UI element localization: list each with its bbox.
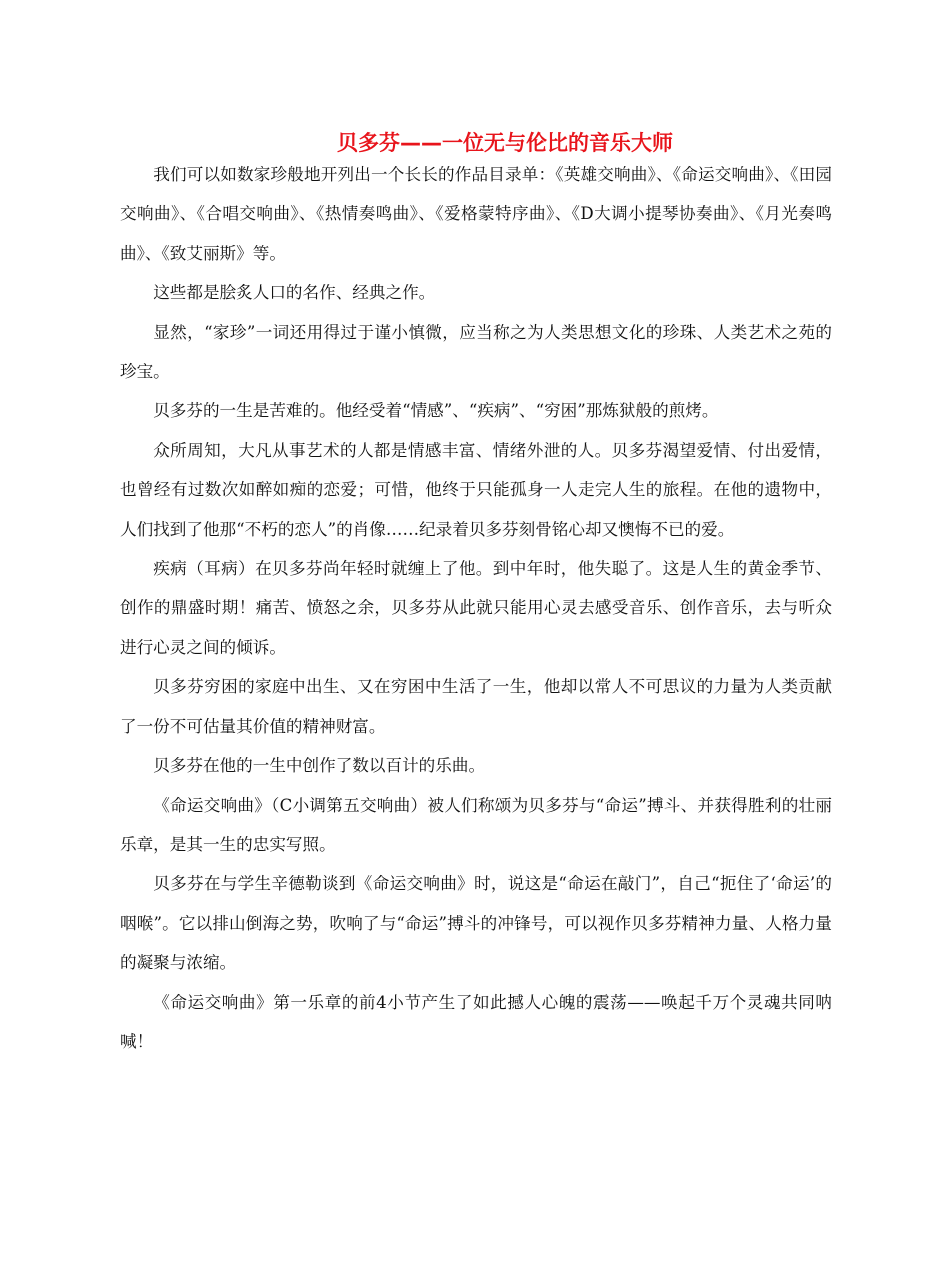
paragraph-love: 众所周知，大凡从事艺术的人都是情感丰富、情绪外泄的人。贝多芬渴望爱情、付出爱情，也曾经有过数次如醉如痴的恋爱；可惜，他终于只能孤身一人走完人生的旅程。在他的遗物中，人们找到了他那“不朽的恋人”的肖像……纪录着贝多芬刻骨铭心却又懊悔不已的爱。: [120, 440, 832, 539]
paragraph-treasure: 显然，“家珍”一词还用得过于谨小慎微，应当称之为人类思想文化的珍珠、人类艺术之苑的珍宝。: [120, 322, 832, 382]
paragraph-poverty: 贝多芬穷困的家庭中出生、又在穷困中生活了一生，他却以常人不可思议的力量为人类贡献了一份不可估量其价值的精神财富。: [120, 677, 832, 736]
document-body: [120, 155, 832, 1061]
paragraph-fate-knocking: 贝多芬在与学生辛德勒谈到《命运交响曲》时，说这是“命运在敲门”，自己“扼住了‘命运’的咽喉”。它以排山倒海之势，吹响了与“命运”搏斗的冲锋号，可以视作贝多芬精神力量、人格力量的凝聚与浓缩。: [120, 874, 832, 973]
paragraph-masterpieces: 这些都是脍炙人口的名作、经典之作。: [153, 283, 436, 303]
document-title: 贝多芬——一位无与伦比的音乐大师: [337, 131, 673, 155]
paragraph-fate-symphony: 《命运交响曲》（C小调第五交响曲）被人们称颂为贝多芬与“命运”搏斗、并获得胜利的壮丽乐章，是其一生的忠实写照。: [120, 795, 832, 854]
paragraph-hardship: 贝多芬的一生是苦难的。他经受着“情感”、“疾病”、“穷困”那炼狱般的煎烤。: [153, 401, 719, 421]
paragraph-compositions: 贝多芬在他的一生中创作了数以百计的乐曲。: [153, 756, 486, 776]
paragraph-first-movement: 《命运交响曲》第一乐章的前4小节产生了如此撼人心魄的震荡——唤起千万个灵魂共同呐喊！: [120, 992, 832, 1051]
paragraph-illness: 疾病（耳病）在贝多芬尚年轻时就缠上了他。到中年时，他失聪了。这是人生的黄金季节、创作的鼎盛时期！痛苦、愤怒之余，贝多芬从此就只能用心灵去感受音乐、创作音乐，去与听众进行心灵之间的倾诉。: [120, 559, 832, 657]
paragraph-works-list: 我们可以如数家珍般地开列出一个长长的作品目录单：《英雄交响曲》、《命运交响曲》、《田园交响曲》、《合唱交响曲》、《热情奏鸣曲》、《爱格蒙特序曲》、《D大调小提琴协奏曲》、《月光奏鸣曲》、《致艾丽斯》等。: [120, 165, 832, 263]
